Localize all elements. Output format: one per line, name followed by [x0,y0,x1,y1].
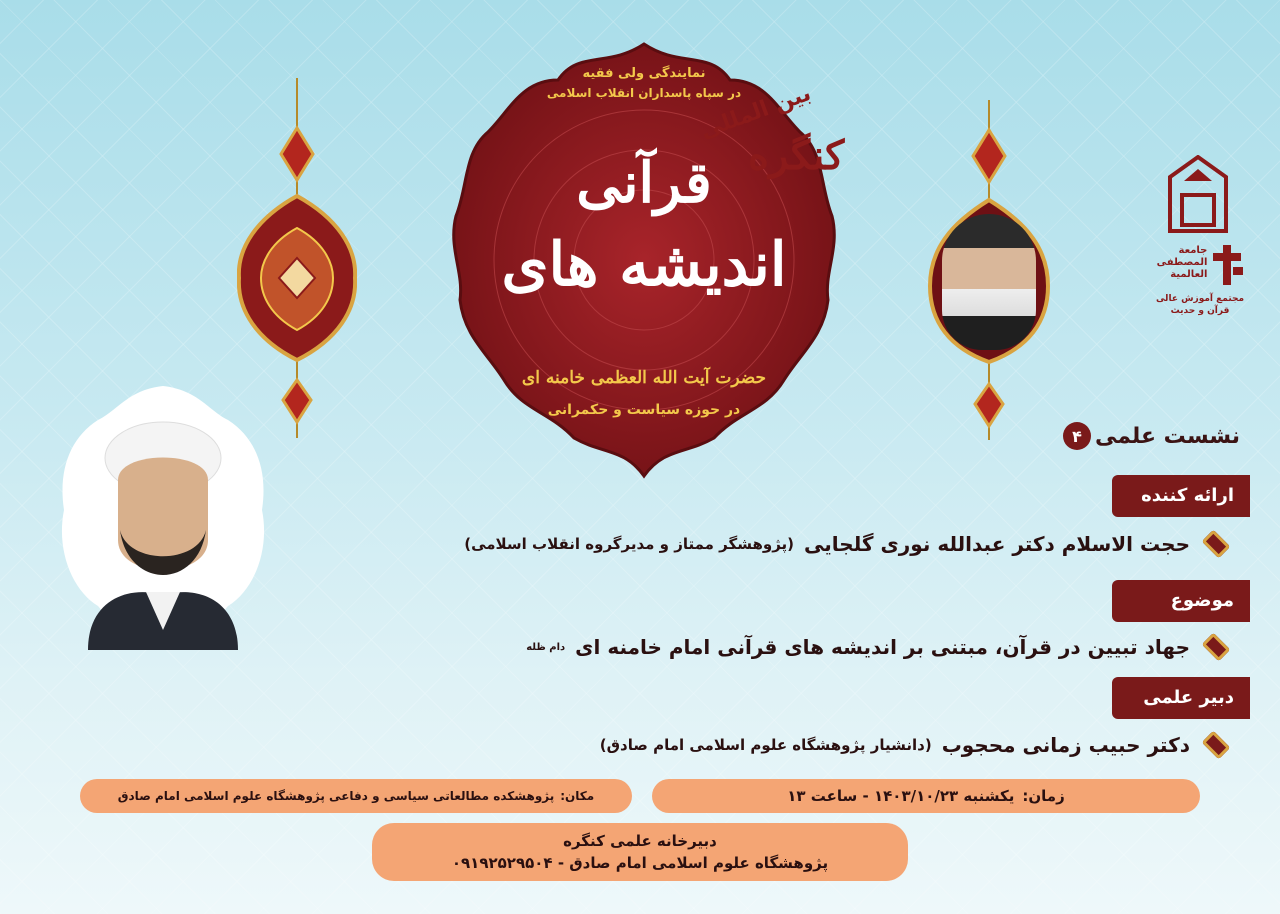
representation-line-2: در سپاه پاسداران انقلاب اسلامی [546,86,742,100]
time-label: زمان: [1022,787,1065,805]
topic-heading: موضوع [1112,580,1250,622]
session-label: نشست علمی [1095,423,1240,449]
secretariat-title: دبیرخانه علمی کنگره [563,832,717,850]
presenter-name: حجت الاسلام دکتر عبدالله نوری گلجایی [804,532,1190,556]
title-line-2: اندیشه های [501,230,787,300]
time-value: یکشنبه ۱۴۰۳/۱۰/۲۳ - ساعت ۱۳ [787,787,1015,805]
leader-name: حضرت آیت الله العظمی خامنه ای [521,368,767,388]
complex-name: مجتمع آموزش عالی قرآن و حدیث [1155,294,1245,316]
secretary-heading: دبیر علمی [1112,677,1250,719]
university-line-3: العالمیة [1170,269,1208,280]
ornament-bullet-icon [1202,633,1231,662]
topic-text: جهاد تبیین در قرآن، مبتنی بر اندیشه های قرآنی امام خامنه ای [575,635,1190,659]
topic-honorific: دام ظله [526,641,566,653]
congress-field: در حوزه سیاست و حکمرانی [547,402,741,418]
session-number: ۴ [1063,422,1091,450]
secretary-line [600,733,1232,757]
place-value: پژوهشکده مطالعاتی سیاسی و دفاعی پژوهشگاه علوم اسلامی امام صادق [117,789,555,803]
congress-emblem [448,40,845,480]
secretary-role: (دانشیار پژوهشگاه علوم اسلامی امام صادق) [599,736,932,754]
university-logo [1148,245,1252,317]
representation-line-1: نمایندگی ولی فقیه [582,66,706,81]
ornament-bullet-icon [1202,530,1231,559]
ornament-bullet-icon [1202,731,1231,760]
time-pill [652,779,1200,813]
presenter-role: (پژوهشگر ممتاز و مدیرگروه انقلاب اسلامی) [464,535,795,553]
institute-logo [1166,155,1230,233]
secretary-name: دکتر حبیب زمانی محجوب [941,733,1190,757]
university-line-2: المصطفی [1156,257,1208,268]
international-label: بین المللی [697,81,815,144]
congress-label: کنگره [748,132,845,179]
session-heading [1063,422,1240,450]
topic-line [526,635,1232,659]
presenter-line [464,532,1232,556]
leader-portrait [942,214,1036,350]
secretariat-pill [372,823,908,881]
speaker-portrait [58,380,268,650]
right-ornament [928,100,1050,440]
secretariat-details: پژوهشگاه علوم اسلامی امام صادق - ۰۹۱۹۲۵۲۹۵۰۴ [451,854,829,872]
presenter-heading: ارائه کننده [1112,475,1250,517]
title-line-1: قرآنی [576,150,712,216]
place-label: مکان: [560,789,595,803]
place-pill [80,779,632,813]
university-line-1: جامعة [1178,245,1208,256]
university-emblem-icon [1213,245,1243,285]
